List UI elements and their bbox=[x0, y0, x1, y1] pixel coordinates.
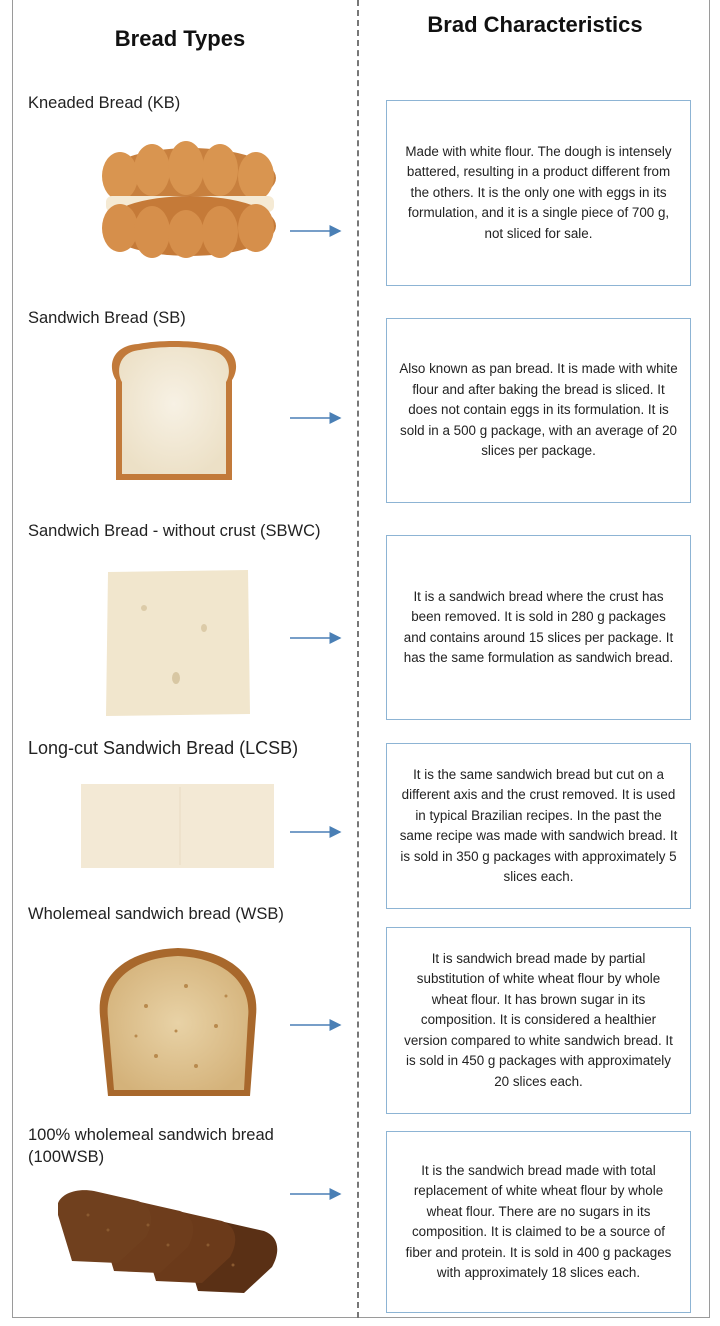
arrow-lcsb bbox=[288, 826, 348, 838]
bread-types-header: Bread Types bbox=[114, 26, 246, 51]
characteristics-header: Brad Characteristics bbox=[427, 12, 643, 37]
column-divider bbox=[357, 0, 359, 1318]
description-box-sbwc bbox=[386, 535, 691, 720]
description-sbwc: It is a sandwich bread where the crust has been removed. It is sold in 280 g packages and contains around 15 slices per package. It has the same formulation as sandwich bread. bbox=[403, 588, 674, 665]
kneaded-bread-image bbox=[100, 140, 280, 260]
description-sb: Also known as pan bread. It is made with white flour and after baking the bread is sliced. It does not contain eggs in its formulation. It is sold in a 500 g package, with an average of 20 slices per package. bbox=[399, 361, 678, 459]
description-box-100wsb bbox=[386, 1131, 691, 1313]
arrow-sb bbox=[288, 412, 348, 424]
description-box-wsb bbox=[386, 927, 691, 1114]
description-wsb: It is sandwich bread made by partial substitution of white wheat flour by whole wheat flour. It has brown sugar in its composition. It is considered a healthier version compared to white sandwich bread. It is sold in 450 g packages with approximately 20 slices each. bbox=[404, 950, 673, 1089]
description-100wsb: It is the sandwich bread made with total replacement of white wheat flour by whole wheat flour. There are no sugars in its composition. It is claimed to be a source of fiber and protein. It is sold in 400 g packages with approximately 18 slices each. bbox=[405, 1162, 672, 1280]
arrow-wsb bbox=[288, 1019, 348, 1031]
bread-label-100wsb: 100% wholemeal sandwich bread (100WSB) bbox=[28, 1126, 274, 1166]
sandwich-bread-image bbox=[108, 340, 240, 482]
arrow-100wsb bbox=[288, 1188, 348, 1200]
arrow-sbwc bbox=[288, 632, 348, 644]
description-lcsb: It is the same sandwich bread but cut on a different axis and the crust removed. It is used in typical Brazilian recipes. In the past the same recipe was made with sandwich bread. It is sold in 350 g packages with approximately 5 slices each. bbox=[399, 766, 678, 884]
description-box-lcsb bbox=[386, 743, 691, 909]
whole-wheat-bread-image bbox=[58, 1175, 280, 1295]
bread-label-sb: Sandwich Bread (SB) bbox=[28, 309, 186, 327]
bread-label-lcsb: Long-cut Sandwich Bread (LCSB) bbox=[28, 738, 299, 758]
description-box-kb bbox=[386, 100, 691, 286]
bread-label-sbwc: Sandwich Bread - without crust (SBWC) bbox=[28, 522, 321, 540]
long-cut-bread-image bbox=[80, 783, 275, 869]
wholemeal-bread-image bbox=[96, 946, 260, 1100]
description-box-sb bbox=[386, 318, 691, 503]
arrow-kb bbox=[288, 225, 348, 237]
crustless-bread-image bbox=[104, 568, 252, 718]
bread-label-kb: Kneaded Bread (KB) bbox=[28, 94, 181, 112]
description-kb: Made with white flour. The dough is intensely battered, resulting in a product different from the others. It is the only one with eggs in its formulation, and it is a single piece of 700 g, not sliced for sale. bbox=[405, 143, 672, 241]
bread-label-wsb: Wholemeal sandwich bread (WSB) bbox=[28, 905, 284, 923]
